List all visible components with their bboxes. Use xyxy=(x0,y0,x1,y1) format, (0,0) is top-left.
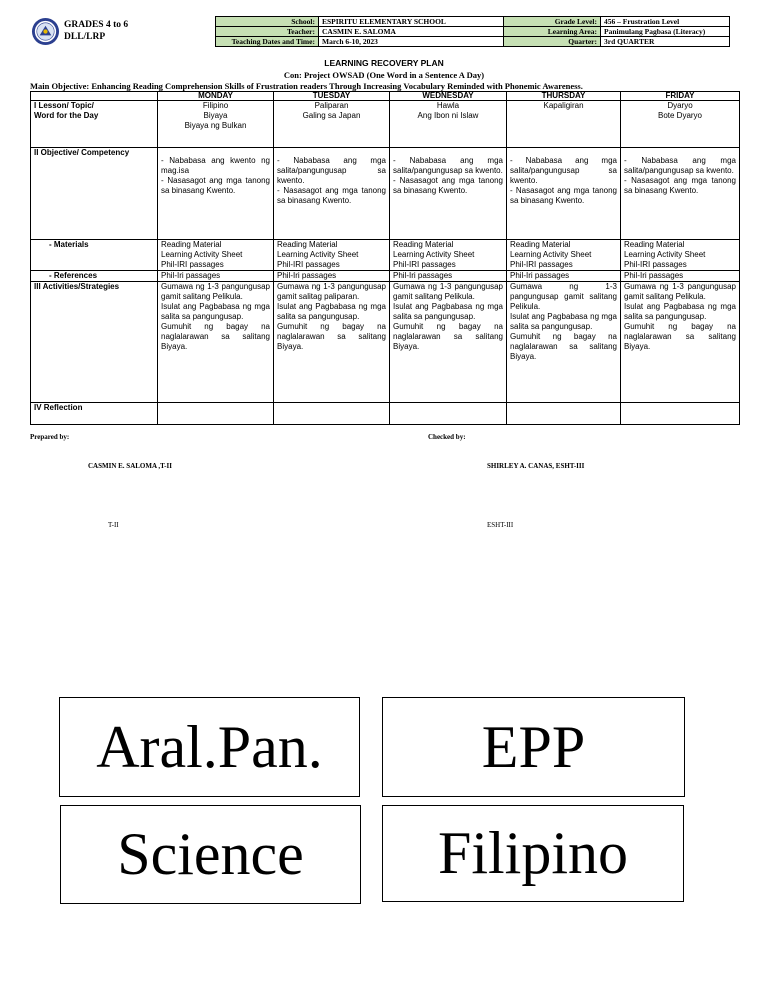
reflection-cell xyxy=(274,403,390,425)
cell-paragraph: - Nababasa ang mga salita/pangungusap sa kwento. xyxy=(510,156,617,185)
cell-paragraph: Gumawa ng 1-3 pangungusap gamit salitang Pelikula. xyxy=(624,282,736,301)
subject-card-filipino: Filipino xyxy=(382,805,684,902)
references-cell: Phil-Iri passages xyxy=(390,271,507,282)
cell-text-line: Reading Material xyxy=(277,240,338,249)
cell-text-line: Phil-IRI passages xyxy=(277,260,340,269)
activities-label: III Activities/Strategies xyxy=(31,282,158,403)
objective-cell xyxy=(158,148,274,240)
cell-paragraph: - Nasasagot ang mga tanong sa binasang Kwento. xyxy=(277,186,386,205)
cell-text-line: Hawla xyxy=(436,101,460,110)
teacher-label: Teacher: xyxy=(216,27,319,37)
cell-text-line: Paliparan xyxy=(314,101,349,110)
activities-cell xyxy=(621,282,740,403)
cell-text-line: Learning Activity Sheet xyxy=(393,250,475,259)
activities-cell xyxy=(390,282,507,403)
cell-text-line: Learning Activity Sheet xyxy=(277,250,359,259)
lesson-cell xyxy=(390,101,507,148)
cell-text-line: Phil-IRI passages xyxy=(510,260,573,269)
cell-paragraph: Isulat ang Pagbabasa ng mga salita sa pangungusap. xyxy=(277,302,386,321)
objective-row xyxy=(31,148,740,240)
activities-cell xyxy=(274,282,390,403)
cell-paragraph: Gumuhit ng bagay na naglalarawan sa salitang Biyaya. xyxy=(510,332,617,361)
materials-row xyxy=(31,240,740,271)
cell-text-line: Ang Ibon ni Islaw xyxy=(417,111,479,120)
info-row xyxy=(216,27,730,37)
checker-name: SHIRLEY A. CANAS, ESHT-III xyxy=(487,462,585,470)
cell-text-line: Phil-IRI passages xyxy=(393,260,456,269)
learning-area-value: Panimulang Pagbasa (Literacy) xyxy=(601,27,730,37)
plan-subtitle: Con: Project OWSAD (One Word in a Sentence A Day) xyxy=(283,70,485,80)
main-objective: Main Objective: Enhancing Reading Comprehension Skills of Frustration readers Through Increasing Vocabulary Reminded with Phonemic Awareness. xyxy=(30,81,583,91)
cell-paragraph: Isulat ang Pagbabasa ng mga salita sa pangungusap. xyxy=(161,302,270,321)
materials-cell xyxy=(158,240,274,271)
checker-title: ESHT-III xyxy=(487,521,514,529)
materials-label: - Materials xyxy=(31,240,158,271)
reflection-cell xyxy=(390,403,507,425)
cell-paragraph: - Nasasagot ang mga tanong sa binasang Kwento. xyxy=(393,176,503,195)
cell-paragraph: Gumuhit ng bagay na naglalarawan sa salitang Biyaya. xyxy=(277,322,386,351)
reflection-cell xyxy=(158,403,274,425)
materials-cell xyxy=(507,240,621,271)
cell-paragraph: - Nababasa ang mga salita/pangungusap sa kwento. xyxy=(277,156,386,185)
cell-paragraph: Gumuhit ng bagay na naglalarawan sa salitang Biyaya. xyxy=(393,322,503,351)
cell-text-line: Reading Material xyxy=(510,240,571,249)
corner-cell xyxy=(31,92,158,101)
reflection-cell xyxy=(621,403,740,425)
cell-text-line: Phil-IRI passages xyxy=(624,260,687,269)
day-header-wednesday: WEDNESDAY xyxy=(390,92,507,101)
cell-text-line: Kapaligiran xyxy=(543,101,584,110)
references-row xyxy=(31,271,740,282)
references-cell: Phil-Iri passages xyxy=(274,271,390,282)
cell-text-line: Phil-IRI passages xyxy=(161,260,224,269)
cell-text-line: Reading Material xyxy=(624,240,685,249)
lesson-cell xyxy=(507,101,621,148)
activities-row xyxy=(31,282,740,403)
quarter-label: Quarter: xyxy=(504,37,601,47)
cell-text-line: Galing sa Japan xyxy=(302,111,361,120)
prepared-by-label: Prepared by: xyxy=(30,433,70,441)
materials-cell xyxy=(274,240,390,271)
cell-text-line: Bote Dyaryo xyxy=(657,111,703,120)
cell-text-line: Dyaryo xyxy=(667,101,693,110)
objective-cell xyxy=(390,148,507,240)
plan-title: LEARNING RECOVERY PLAN xyxy=(324,58,444,68)
materials-cell xyxy=(390,240,507,271)
cell-text-line: Biyaya xyxy=(203,111,228,120)
cell-paragraph: Isulat ang Pagbabasa ng mga salita sa pangungusap. xyxy=(393,302,503,321)
lesson-plan-table xyxy=(30,91,740,425)
cell-paragraph: Gumawa ng 1-3 pangungusap gamit salitang Pelikula. xyxy=(510,282,617,311)
info-row xyxy=(216,37,730,47)
cell-text-line: Biyaya ng Bulkan xyxy=(184,121,247,130)
cell-paragraph: - Nasasagot ang mga tanong sa binasang Kwento. xyxy=(161,176,270,195)
day-header-tuesday: TUESDAY xyxy=(274,92,390,101)
info-row xyxy=(216,17,730,27)
objective-cell xyxy=(274,148,390,240)
lesson-label-line: I Lesson/ Topic/ xyxy=(34,101,94,110)
cell-paragraph: Gumawa ng 1-3 pangungusap gamit salitang Pelikula. xyxy=(161,282,270,301)
school-info-table xyxy=(215,16,730,47)
preparer-title: T-II xyxy=(108,521,119,529)
cell-paragraph: Isulat ang Pagbabasa ng mga salita sa pangungusap. xyxy=(624,302,736,321)
materials-cell xyxy=(621,240,740,271)
activities-cell xyxy=(158,282,274,403)
objective-label: II Objective/ Competency xyxy=(31,148,158,240)
cell-paragraph: - Nababasa ang mga salita/pangungusap sa kwento. xyxy=(624,156,736,175)
cell-text-line: Reading Material xyxy=(161,240,222,249)
grade-level-label: Grade Level: xyxy=(504,17,601,27)
cell-paragraph: - Nababasa ang mga salita/pangungusap sa kwento. xyxy=(393,156,503,175)
subject-card-aral-pan: Aral.Pan. xyxy=(59,697,360,797)
cell-paragraph: Gumuhit ng bagay na naglalarawan sa salitang Biyaya. xyxy=(624,322,736,351)
subject-card-epp: EPP xyxy=(382,697,685,797)
quarter-value: 3rd QUARTER xyxy=(601,37,730,47)
references-cell: Phil-Iri passages xyxy=(507,271,621,282)
grade-level-value: 456 – Frustration Level xyxy=(601,17,730,27)
cell-paragraph: - Nasasagot ang mga tanong sa binasang Kwento. xyxy=(624,176,736,195)
cell-paragraph: Isulat ang Pagbabasa ng mga salita sa pangungusap. xyxy=(510,312,617,331)
cell-text-line: Learning Activity Sheet xyxy=(510,250,592,259)
checked-by-label: Checked by: xyxy=(428,433,466,441)
grades-line: GRADES 4 to 6 xyxy=(64,20,129,30)
day-header-row xyxy=(31,92,740,101)
teaching-dates-value: March 6-10, 2023 xyxy=(319,37,504,47)
cell-paragraph: Gumawa ng 1-3 pangungusap gamit salitang Pelikula. xyxy=(393,282,503,301)
subject-card-science: Science xyxy=(60,805,361,904)
dll-lrp-line: DLL/LRP xyxy=(64,32,106,42)
day-header-thursday: THURSDAY xyxy=(507,92,621,101)
lesson-cell xyxy=(158,101,274,148)
objective-cell xyxy=(621,148,740,240)
cell-paragraph: Gumuhit ng bagay na naglalarawan sa salitang Biyaya. xyxy=(161,322,270,351)
cell-paragraph: - Nababasa ang kwento ng mag.isa xyxy=(161,156,270,175)
reflection-label: IV Reflection xyxy=(31,403,158,425)
references-label: - References xyxy=(31,271,158,282)
activities-cell xyxy=(507,282,621,403)
teaching-dates-label: Teaching Dates and Time: xyxy=(216,37,319,47)
cell-text-line: Learning Activity Sheet xyxy=(624,250,706,259)
lesson-label-line: Word for the Day xyxy=(34,111,99,120)
teacher-value: CASMIN E. SALOMA xyxy=(319,27,504,37)
cell-text-line: Filipino xyxy=(202,101,229,110)
cell-paragraph: Gumawa ng 1-3 pangungusap gamit salitag paliparan. xyxy=(277,282,386,301)
day-header-friday: FRIDAY xyxy=(621,92,740,101)
day-header-monday: MONDAY xyxy=(158,92,274,101)
cell-text-line: Reading Material xyxy=(393,240,454,249)
lesson-label xyxy=(31,101,158,148)
cell-paragraph: - Nasasagot ang mga tanong sa binasang Kwento. xyxy=(510,186,617,205)
reflection-cell xyxy=(507,403,621,425)
lesson-row xyxy=(31,101,740,148)
references-cell: Phil-Iri passages xyxy=(621,271,740,282)
preparer-name: CASMIN E. SALOMA ,T-II xyxy=(88,462,172,470)
objective-cell xyxy=(507,148,621,240)
reflection-row xyxy=(31,403,740,425)
lesson-cell xyxy=(621,101,740,148)
cell-text-line: Learning Activity Sheet xyxy=(161,250,243,259)
deped-seal-logo xyxy=(31,17,60,46)
lesson-cell xyxy=(274,101,390,148)
school-label: School: xyxy=(216,17,319,27)
learning-area-label: Learning Area: xyxy=(504,27,601,37)
school-value: ESPIRITU ELEMENTARY SCHOOL xyxy=(319,17,504,27)
references-cell: Phil-Iri passages xyxy=(158,271,274,282)
grades-heading xyxy=(64,19,128,43)
